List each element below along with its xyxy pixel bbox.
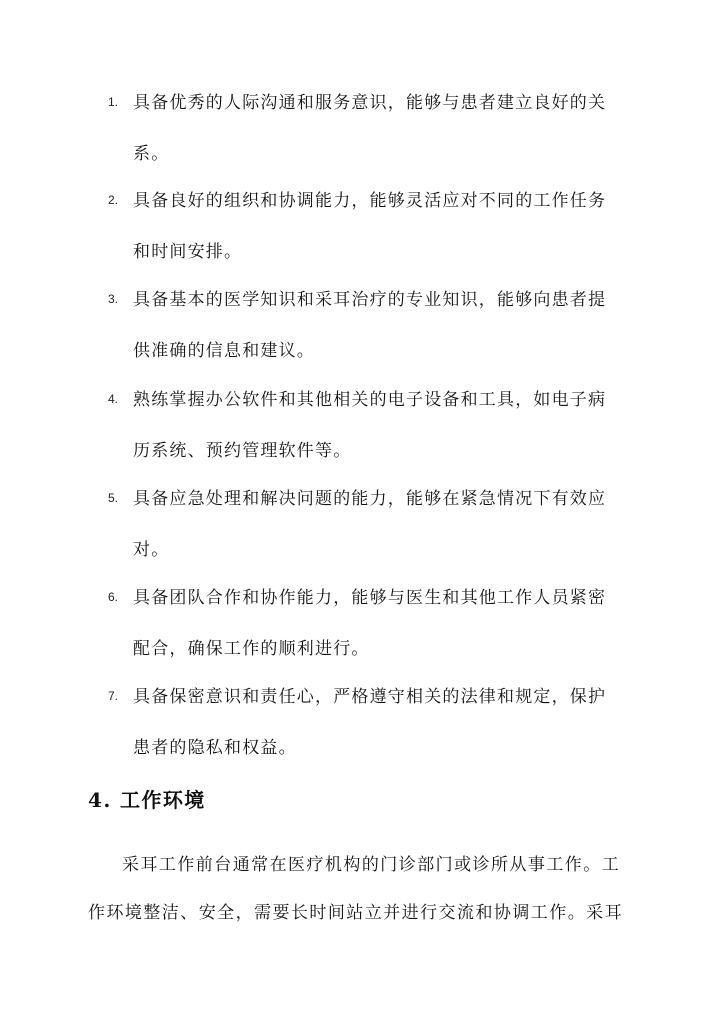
list-item-text-line1: 具备良好的组织和协调能力，能够灵活应对不同的工作任务	[133, 191, 607, 211]
list-item-text-line2: 对。	[133, 540, 170, 560]
list-item-text-line2: 和时间安排。	[133, 242, 243, 262]
list-item-text-line2: 供准确的信息和建议。	[133, 341, 315, 361]
list-item-number: 1.	[108, 95, 119, 109]
list-item-number: 3.	[108, 292, 119, 306]
list-item-text-line1: 具备应急处理和解决问题的能力，能够在紧急情况下有效应	[133, 489, 607, 509]
section-heading: 4. 工作环境	[88, 788, 206, 812]
list-item-text-line2: 系。	[133, 144, 170, 164]
list-item-text-line2: 患者的隐私和权益。	[133, 738, 297, 758]
paragraph-line: 采耳工作前台通常在医疗机构的门诊部门或诊所从事工作。工	[122, 855, 621, 875]
list-item-text-line1: 熟练掌握办公软件和其他相关的电子设备和工具，如电子病	[133, 390, 607, 410]
list-item-text-line2: 历系统、预约管理软件等。	[133, 441, 352, 461]
list-item-text-line1: 具备优秀的人际沟通和服务意识，能够与患者建立良好的关	[133, 93, 607, 113]
list-item-text-line2: 配合，确保工作的顺利进行。	[133, 639, 370, 659]
list-item-number: 4.	[108, 392, 119, 406]
list-item-text-line1: 具备团队合作和协作能力，能够与医生和其他工作人员紧密	[133, 588, 607, 608]
list-item-number: 2.	[108, 193, 119, 207]
paragraph-line: 作环境整洁、安全，需要长时间站立并进行交流和协调工作。采耳	[88, 903, 624, 923]
list-item-number: 7.	[108, 689, 119, 703]
list-item-number: 6.	[108, 590, 119, 604]
list-item-text-line1: 具备基本的医学知识和采耳治疗的专业知识，能够向患者提	[133, 290, 607, 310]
list-item-text-line1: 具备保密意识和责任心，严格遵守相关的法律和规定，保护	[133, 687, 607, 707]
list-item-number: 5.	[108, 491, 119, 505]
